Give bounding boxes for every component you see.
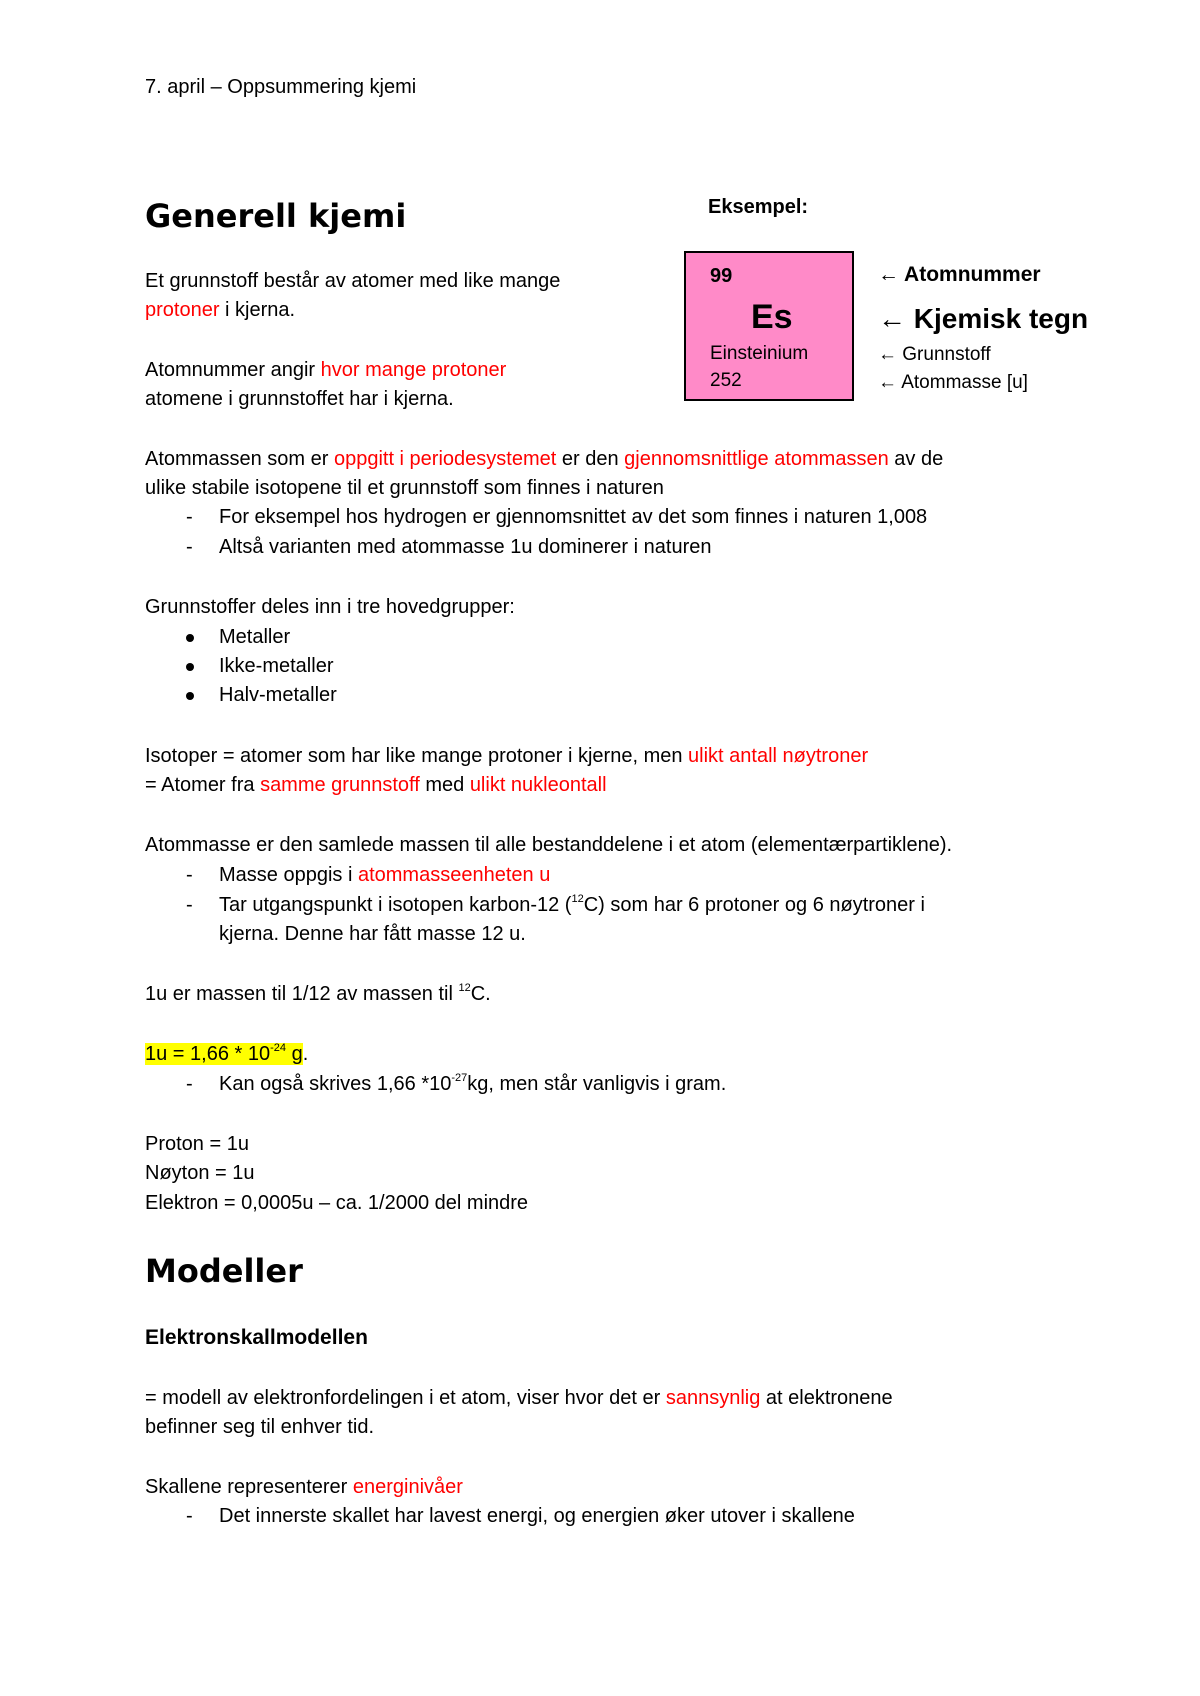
dash-marker: - (186, 1505, 193, 1527)
dash-item: Tar utgangspunkt i isotopen karbon-12 ($^{12}$C) som har 6 protoner og 6 nøytroner i (219, 893, 925, 916)
element-name: Einsteinium (710, 343, 809, 364)
label-atommasse: ← Atommasse [u] (878, 372, 1028, 393)
dash-item-continuation: kjerna. Denne har fått masse 12 u. (219, 923, 526, 945)
text-line: Proton = 1u (145, 1133, 249, 1155)
text-line: = Atomer fra samme grunnstoff med ulikt nukleontall (145, 774, 607, 796)
highlighted-formula: $1u = 1,66 * 10^{-24}$ g. (145, 1042, 309, 1065)
heading-generell-kjemi: Generell kjemi (145, 197, 407, 235)
text-line: = modell av elektronfordelingen i et atom, viser hvor det er sannsynlig at elektronene (145, 1387, 893, 1409)
example-heading: Eksempel: (708, 196, 809, 218)
text-line: Skallene representerer energinivåer (145, 1476, 463, 1498)
bullet-marker (186, 692, 194, 700)
label-atomnummer: ← Atomnummer (878, 263, 1041, 286)
label-grunnstoff: ← Grunnstoff (878, 344, 991, 365)
bullet-item: Ikke-metaller (219, 655, 334, 677)
dash-item: Det innerste skallet har lavest energi, og energien øker utover i skallene (219, 1505, 855, 1527)
text-line: Atomnummer angir hvor mange protoner (145, 359, 507, 381)
dash-marker: - (186, 506, 193, 528)
bullet-item: Halv-metaller (219, 684, 337, 706)
text-line: atomene i grunnstoffet har i kjerna. (145, 388, 454, 410)
text-line: Atommasse er den samlede massen til alle bestanddelene i et atom (elementærpartiklene). (145, 834, 953, 856)
dash-item: Masse oppgis i atommasseenheten u (219, 864, 551, 886)
heading-modeller: Modeller (145, 1252, 303, 1290)
text-line: Grunnstoffer deles inn i tre hovedgrupper: (145, 596, 515, 618)
date-title: 7. april – Oppsummering kjemi (145, 76, 417, 98)
bullet-item: Metaller (219, 626, 291, 648)
subheading-elektronskallmodellen: Elektronskallmodellen (145, 1326, 368, 1349)
atomic-number: 99 (710, 265, 733, 287)
text-line: Atommassen som er oppgitt i periodesystemet er den gjennomsnittlige atommassen av de (145, 448, 944, 470)
dash-marker: - (186, 536, 193, 558)
text-line: Nøyton = 1u (145, 1162, 255, 1184)
dash-marker: - (186, 864, 193, 886)
element-symbol: Es (751, 298, 793, 336)
bullet-marker (186, 663, 194, 671)
text-line: 1u er massen til 1/12 av massen til $^{12}$C. (145, 982, 491, 1005)
dash-marker: - (186, 1073, 193, 1095)
text-line: Elektron = 0,0005u – ca. 1/2000 del mindre (145, 1192, 529, 1214)
dash-item: For eksempel hos hydrogen er gjennomsnittet av det som finnes i naturen 1,008 (219, 506, 928, 528)
label-kjemisk-tegn: ← Kjemisk tegn (878, 303, 1089, 334)
text-line: protoner i kjerna. (145, 299, 296, 321)
text-line: befinner seg til enhver tid. (145, 1416, 375, 1438)
text-line: ulike stabile isotopene til et grunnstoff som finnes i naturen (145, 477, 664, 499)
text-line: Isotoper = atomer som har like mange protoner i kjerne, men ulikt antall nøytroner (145, 745, 869, 767)
dash-item: Altså varianten med atommasse 1u dominerer i naturen (219, 536, 712, 558)
text-line: Et grunnstoff består av atomer med like mange (145, 270, 561, 292)
dash-marker: - (186, 894, 193, 916)
dash-item: Kan også skrives 1,66 $*10^{-27}kg$, men står vanligvis i gram. (219, 1072, 727, 1095)
atomic-mass: 252 (710, 370, 742, 391)
bullet-marker (186, 634, 194, 642)
element-card (684, 251, 854, 401)
